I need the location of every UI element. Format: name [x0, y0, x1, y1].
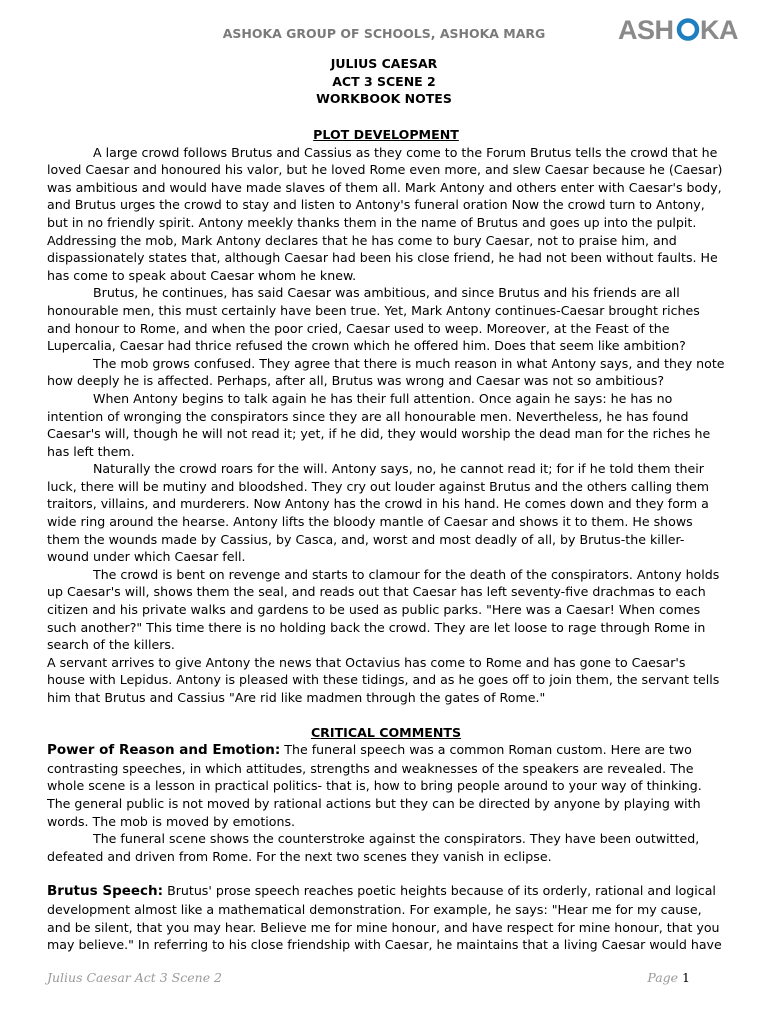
page-number: 1 [682, 970, 690, 985]
logo-letters-left: ASH [618, 15, 674, 44]
brutus-speech-lead: Brutus Speech: [47, 883, 164, 900]
document-body [47, 126, 725, 954]
logo-letters-right: KA [700, 15, 738, 44]
title-workbook: WORKBOOK NOTES [316, 91, 452, 106]
plot-paragraph: When Antony begins to talk again he has their full attention. Once again he says: he has no intention of wronging the conspirators since they are all honourable men. Nevertheless, he has found Caesar's will, though he will not read it; yet, if he did, they would worship the dead man for the riches he has left them. [47, 390, 711, 459]
footer-document-title: Julius Caesar Act 3 Scene 2 [47, 970, 223, 985]
spacer [47, 865, 725, 882]
plot-paragraph: The mob grows confused. They agree that there is much reason in what Antony says, and they note how deeply he is affected. Perhaps, after all, Brutus was wrong and Caesar was not so ambitious? [47, 355, 725, 389]
plot-closing-paragraph: A servant arrives to give Antony the news that Octavius has come to Rome and has gone to Caesar's house with Lepidus. Antony is pleased with these tidings, and as he goes off to join them, the servant tells him that Brutus and Cassius "Are rid like madmen through the gates of Rome." [47, 654, 720, 705]
ashoka-logo [618, 14, 746, 44]
plot-heading: PLOT DEVELOPMENT [313, 127, 459, 142]
document-titles [0, 55, 768, 108]
page-label: Page [647, 970, 679, 985]
critical-heading: CRITICAL COMMENTS [310, 724, 462, 740]
reason-emotion-paragraph [47, 741, 725, 830]
title-act-scene: ACT 3 SCENE 2 [332, 73, 436, 89]
reason-emotion-text: The funeral speech was a common Roman custom. Here are two contrasting speeches, in which attitudes, strengths and weaknesses of the speakers are revealed. The whole scene is a lesson in practical politics- that is, how to bring people around to your way of thinking. The general public is not moved by rational actions but they can be directed by anyone by playing with words. The mob is moved by emotions. [47, 742, 702, 829]
brutus-speech-paragraph [47, 882, 725, 953]
title-play: JULIUS CAESAR [330, 56, 438, 71]
reason-emotion-lead: Power of Reason and Emotion: [47, 742, 281, 759]
brutus-speech-text: Brutus' prose speech reaches poetic heights because of its orderly, rational and logical development almost like a mathematical demonstration. For example, he says: "Hear me for my cause, and be silent, that you may hear. Believe me for mine honour, and have respect for mine honour, that you may believe." In referring to his close friendship with Caesar, he maintains that a living Caesar would have [47, 883, 722, 953]
plot-paragraph: Naturally the crowd roars for the will. Antony says, no, he cannot read it; for if he told them their luck, there will be mutiny and bloodshed. They cry out louder against Brutus and the others calling them traitors, villains, and murderers. Now Antony has the crowd in his hand. He comes down and they form a wide ring around the hearse. Antony lifts the bloody mantle of Caesar and shows it to them. He shows them the wounds made by Cassius, by Casca, and, worst and most deadly of all, by Brutus-the killer-wound under which Caesar fell. [47, 461, 709, 565]
school-name: ASHOKA GROUP OF SCHOOLS, ASHOKA MARG [222, 26, 546, 41]
plot-paragraph: Brutus, he continues, has said Caesar was ambitious, and since Brutus and his friends are all honourable men, this must certainly have been true. Yet, Mark Antony continues-Caesar brought riches and honour to Rome, and when the poor cried, Caesar used to weep. Moreover, at the Feast of the Lupercalia, Caesar had thrice refused the crown which he offered him. Does that seem like ambition? [47, 285, 700, 354]
logo-o-ring [679, 21, 697, 39]
spacer [47, 707, 725, 724]
plot-paragraph: The crowd is bent on revenge and starts to clamour for the death of the conspirators. Antony holds up Caesar's will, shows them the seal, and reads out that Caesar has left seventy-five drachmas to each citizen and his private walks and gardens to be used as public parks. "Here was a Caesar! When comes such another?" This time there is no holding back the crowd. They are let loose to rage through Rome in search of the killers. [47, 566, 720, 653]
footer-page-number [647, 970, 690, 985]
funeral-scene-paragraph: The funeral scene shows the counterstroke against the conspirators. They have been outwitted, defeated and driven from Rome. For the next two scenes they vanish in eclipse. [47, 831, 700, 864]
plot-paragraph: A large crowd follows Brutus and Cassius as they come to the Forum Brutus tells the crowd that he loved Caesar and honoured his valor, but he loved Rome even more, and slew Caesar because he (Caesar) was ambitious and would have made slaves of them all. Mark Antony and others enter with Caesar's body, and Brutus urges the crowd to stay and listen to Antony's funeral oration Now the crowd turn to Antony, but in no friendly spirit. Antony meekly thanks them in the name of Brutus and goes up into the pulpit. Addressing the mob, Mark Antony declares that he has come to bury Caesar, not to praise him, and dispassionately states that, although Caesar had been his close friend, he had not been without faults. He has come to speak about Caesar whom he knew. [47, 144, 723, 283]
